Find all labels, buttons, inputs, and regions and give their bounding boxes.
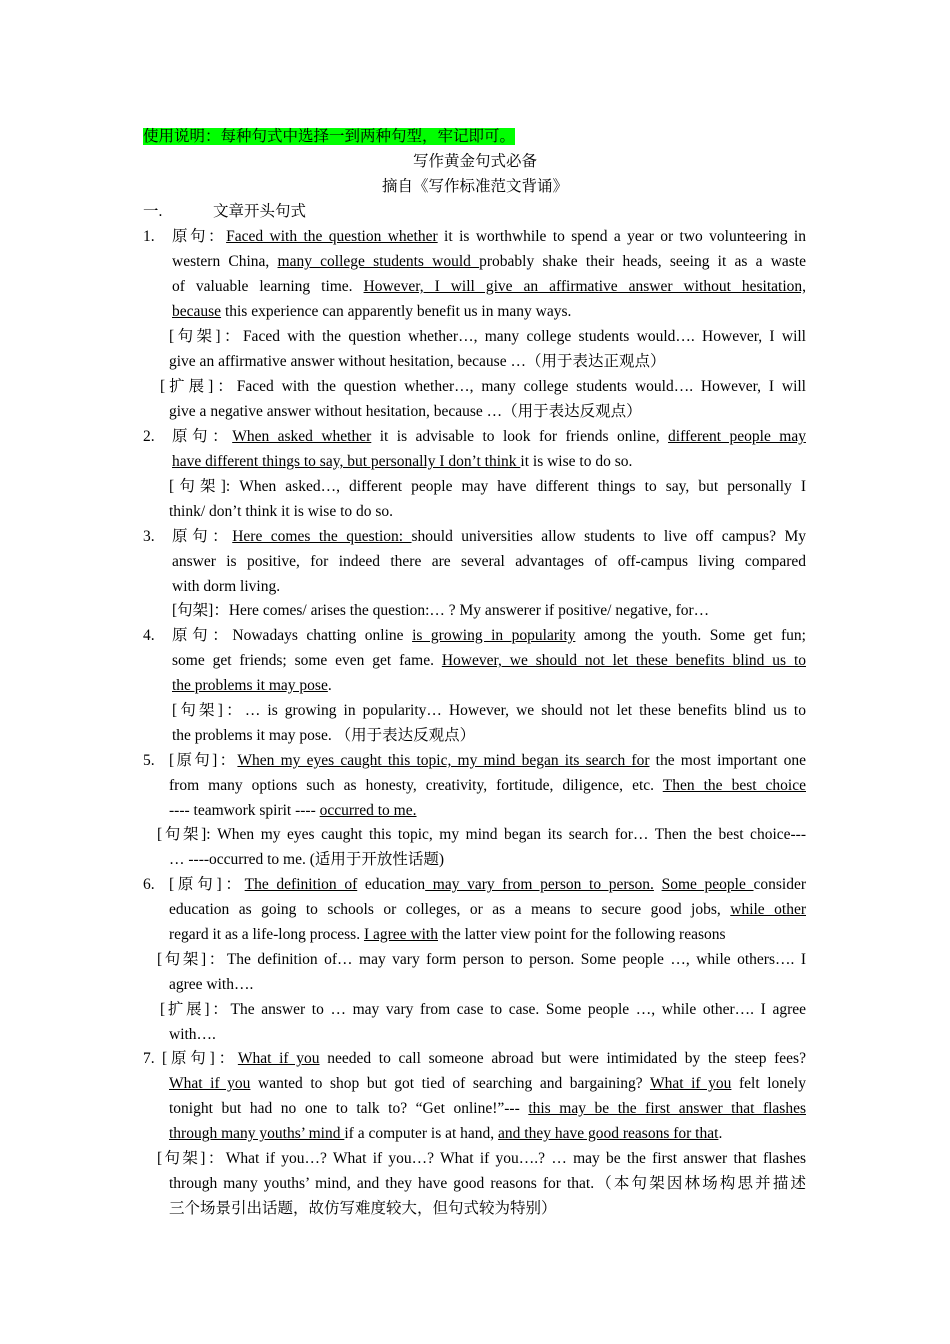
item-number: 1. bbox=[143, 228, 155, 245]
frame-line: … ----occurred to me. (适用于开放性话题) bbox=[169, 851, 445, 868]
frame-line: through many youths’ mind, and they have good reasons for that.（本句架因林场构思并描述 bbox=[169, 1175, 806, 1192]
original-line: answer is positive, for indeed there are several advantages of off-campus living compared bbox=[172, 553, 806, 570]
original-line: ---- teamwork spirit ---- occurred to me. bbox=[169, 802, 417, 819]
frame-line: think/ don’t think it is wise to do so. bbox=[169, 503, 394, 520]
frame-line: give an affirmative answer without hesitation, because …（用于表达正观点） bbox=[169, 353, 666, 370]
item-number: 4. bbox=[143, 627, 155, 644]
extension-line: with…. bbox=[169, 1026, 216, 1043]
original-line: because this experience can apparently benefit us in many ways. bbox=[172, 303, 572, 320]
section-heading: 文章开头句式 bbox=[213, 203, 307, 220]
item-number: 6. bbox=[143, 876, 155, 893]
original-line: the problems it may pose. bbox=[172, 677, 332, 694]
original-line: from many options such as honesty, creativity, fortitude, diligence, etc. Then the best choice bbox=[169, 777, 806, 794]
frame-line: [句架]：Faced with the question whether…, many college students would…. However, I will bbox=[169, 328, 806, 345]
original-line: 原句：Faced with the question whether it is worthwhile to spend a year or two volunteering in bbox=[172, 228, 806, 245]
frame-line: [句架]: When my eyes caught this topic, my mind began its search for… Then the best choice--- bbox=[157, 826, 806, 843]
original-line: education as going to schools or colleges, or as a means to secure good jobs, while other bbox=[169, 901, 806, 918]
original-line: [原句]：When my eyes caught this topic, my mind began its search for the most important one bbox=[169, 752, 806, 769]
frame-line: [句架]：What if you…? What if you…? What if you….? … may be the first answer that flashes bbox=[157, 1150, 806, 1167]
doc-subtitle: 摘自《写作标准范文背诵》 bbox=[381, 178, 568, 195]
section-number: 一. bbox=[143, 203, 163, 220]
frame-line: [句架]: When asked…, different people may have different things to say, but personally I bbox=[169, 478, 806, 495]
original-line: [原句]：What if you needed to call someone abroad but were intimidated by the steep fees? bbox=[162, 1050, 806, 1067]
extension-line: give a negative answer without hesitation, because …（用于表达反观点） bbox=[169, 403, 642, 420]
original-line: [原句]：The definition of education may vary from person to person. Some people consider bbox=[169, 876, 807, 893]
original-line: some get friends; some even get fame. However, we should not let these benefits blind us to bbox=[172, 652, 806, 669]
doc-title: 写作黄金句式必备 bbox=[412, 153, 537, 170]
extension-line: [扩展]：The answer to … may vary from case to case. Some people …, while other…. I agree bbox=[160, 1001, 806, 1018]
frame-line: agree with…. bbox=[169, 976, 254, 993]
usage-instruction: 使用说明：每种句式中选择一到两种句型，牢记即可。 bbox=[143, 128, 516, 145]
frame-line: the problems it may pose. （用于表达反观点） bbox=[172, 727, 476, 744]
original-line: western China, many college students would probably shake their heads, seeing it as a waste bbox=[172, 253, 806, 270]
original-line: What if you wanted to shop but got tied of searching and bargaining? What if you felt lonely bbox=[169, 1075, 806, 1092]
item-number: 2. bbox=[143, 428, 155, 445]
item-number: 3. bbox=[143, 528, 155, 545]
frame-line: [句架]：The definition of… may vary form person to person. Some people …, while others…. I bbox=[157, 951, 806, 968]
item-number: 7. bbox=[143, 1050, 155, 1067]
original-line: through many youths’ mind if a computer is at hand, and they have good reasons for that. bbox=[169, 1125, 723, 1142]
frame-line: [句架]：Here comes/ arises the question:… ? My answerer if positive/ negative, for… bbox=[172, 602, 710, 619]
original-line: have different things to say, but personally I don’t think it is wise to do so. bbox=[172, 453, 633, 470]
original-line: 原句：Nowadays chatting online is growing in popularity among the youth. Some get fun; bbox=[172, 627, 806, 644]
original-line: 原句：When asked whether it is advisable to look for friends online, different people may bbox=[172, 428, 806, 445]
original-line: regard it as a life-long process. I agree with the latter view point for the following reasons bbox=[169, 926, 726, 943]
original-line: of valuable learning time. However, I will give an affirmative answer without hesitation, bbox=[172, 278, 807, 295]
original-line: 原句：Here comes the question: should universities allow students to live off campus? My bbox=[172, 528, 806, 545]
frame-line: [句架]：… is growing in popularity… However, we should not let these benefits blind us to bbox=[172, 702, 806, 719]
frame-line: 三个场景引出话题，故仿写难度较大，但句式较为特别） bbox=[169, 1200, 557, 1217]
original-line: tonight but had no one to talk to? “Get online!”--- this may be the first answer that flashes bbox=[169, 1100, 806, 1117]
original-line: with dorm living. bbox=[172, 578, 281, 595]
extension-line: [扩展]：Faced with the question whether…, many college students would…. However, I will bbox=[160, 378, 806, 395]
item-number: 5. bbox=[143, 752, 155, 769]
